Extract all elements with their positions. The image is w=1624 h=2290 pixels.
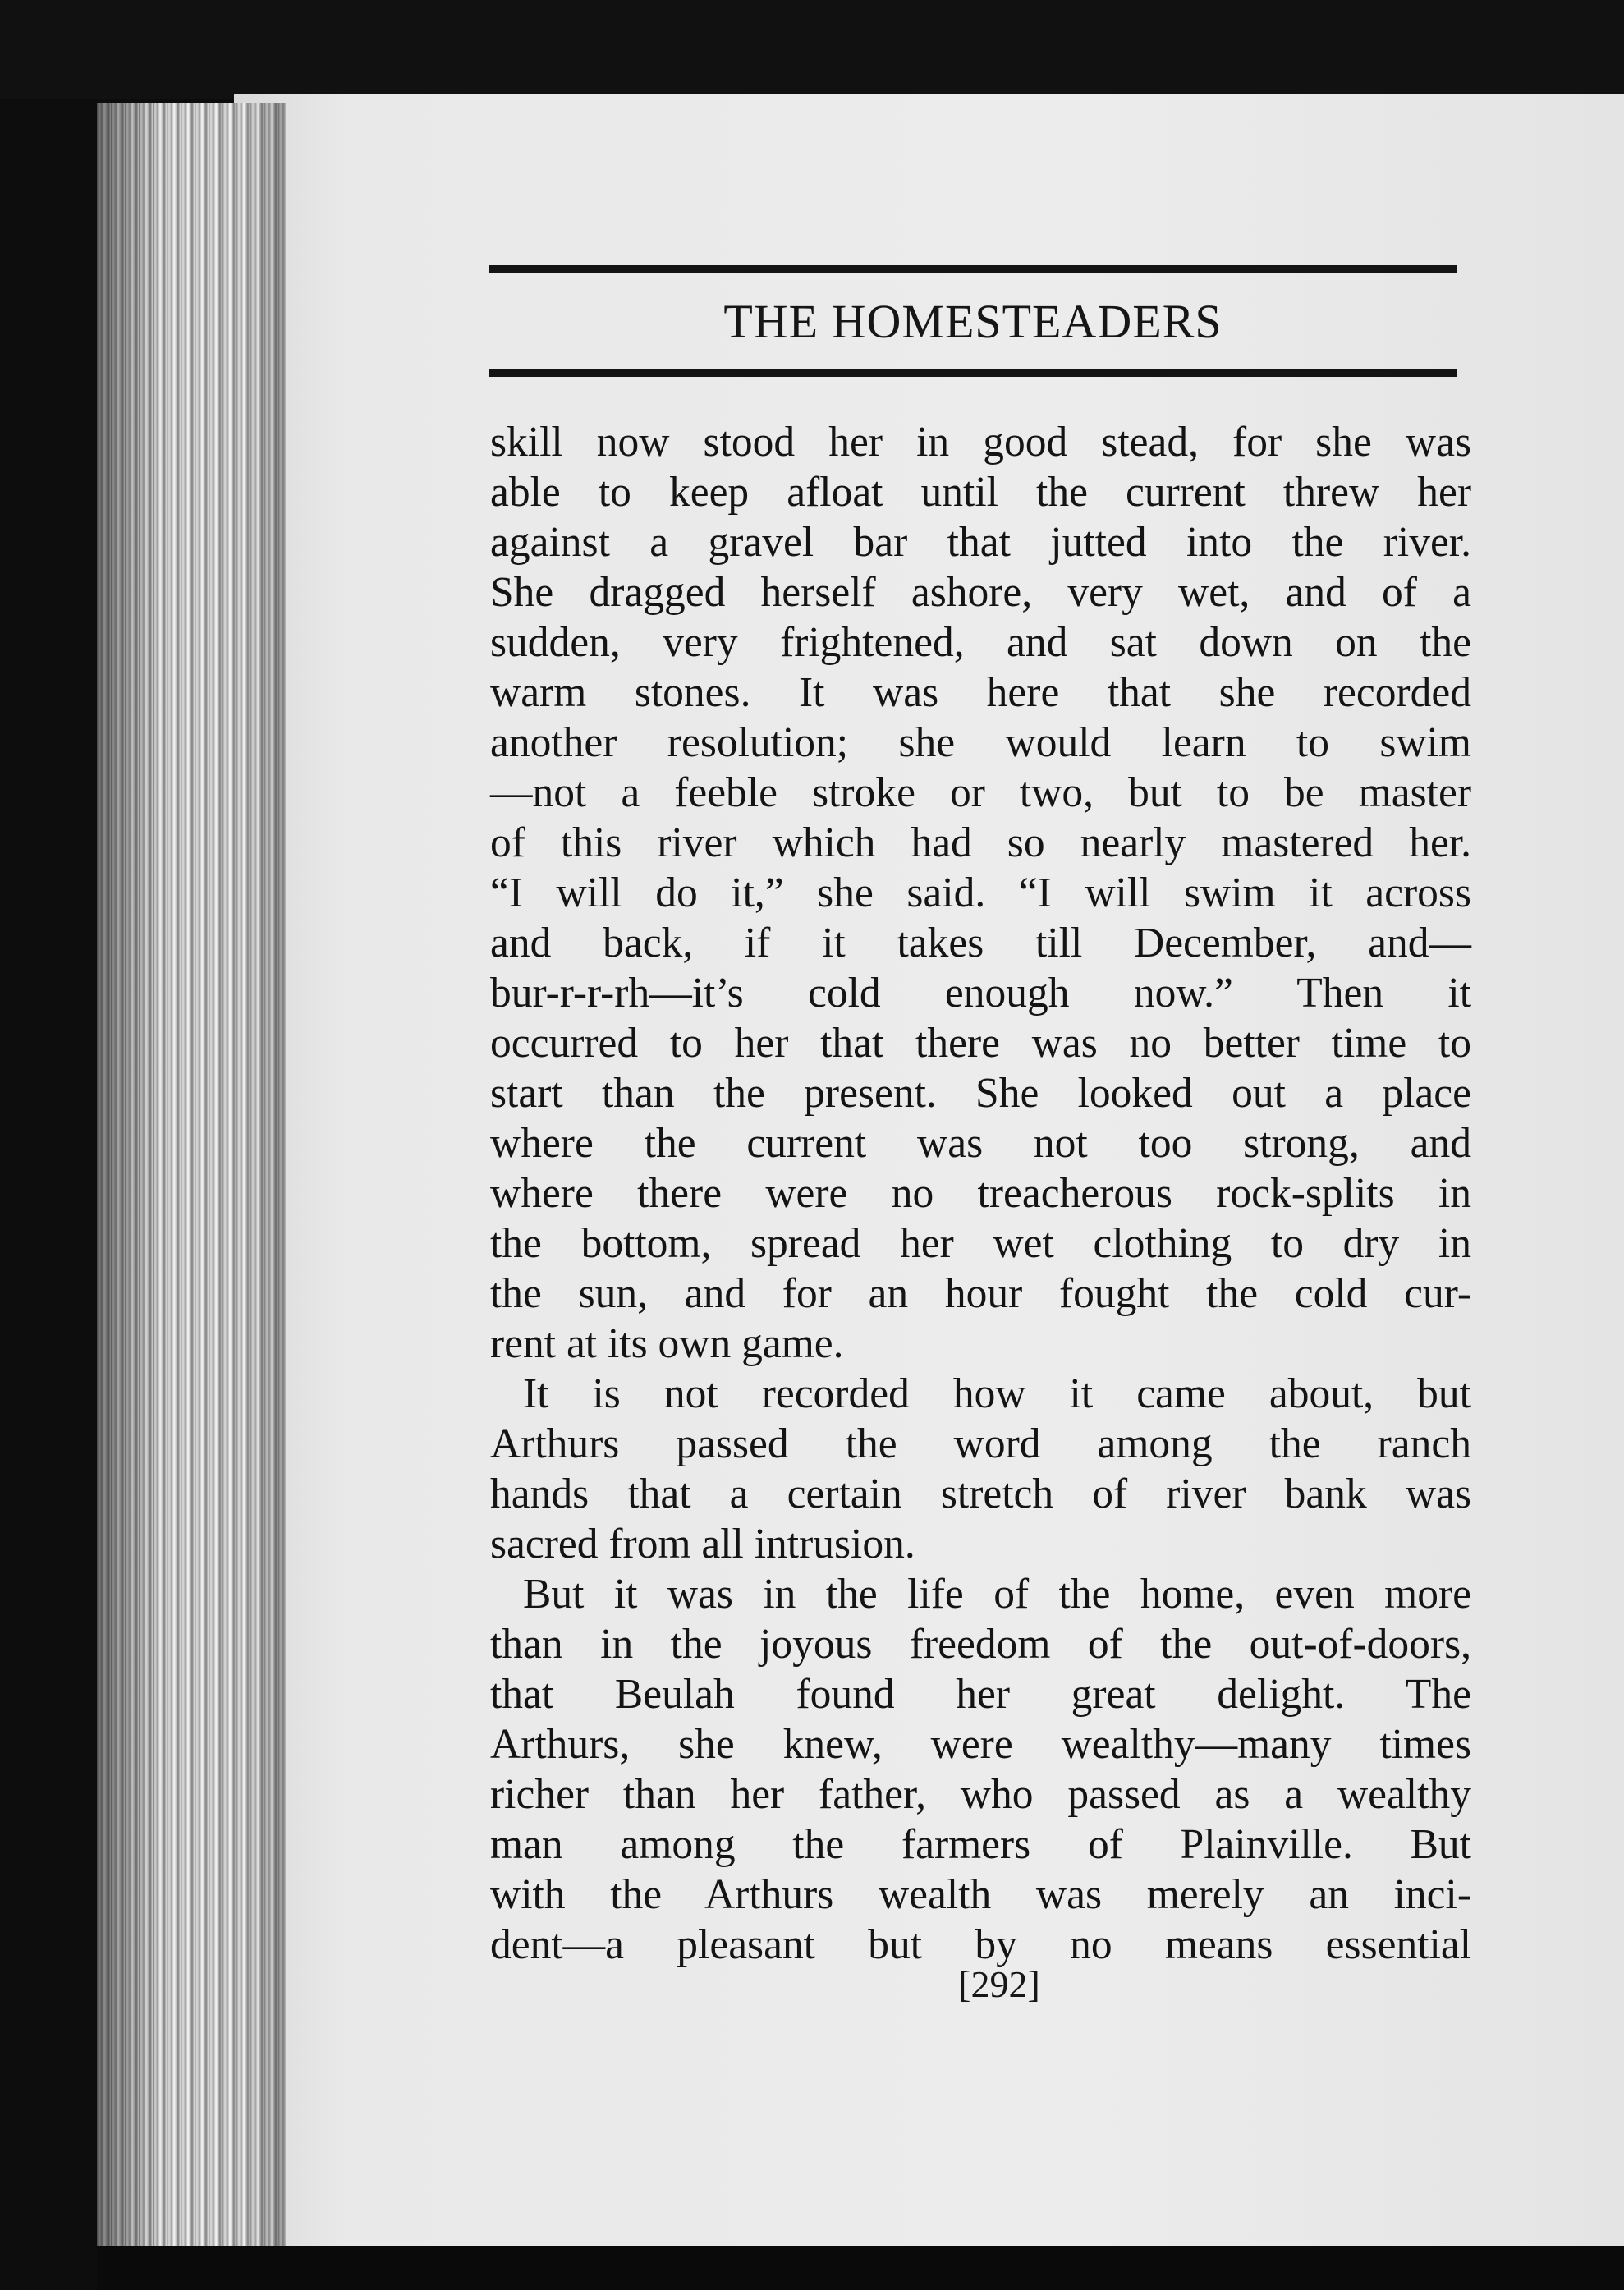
text-line: sacred from all intrusion. xyxy=(490,1521,915,1567)
page-number: [292] xyxy=(958,1963,1040,2005)
text-line: hands that a certain stretch of river bank was xyxy=(490,1471,1471,1517)
header-rule-top xyxy=(489,265,1457,273)
text-line: skill now stood her in good stead, for she was xyxy=(490,419,1471,466)
text-line: able to keep afloat until the current threw her xyxy=(490,469,1471,516)
text-line: —not a feeble stroke or two, but to be master xyxy=(490,769,1471,816)
text-line: man among the farmers of Plainville. But xyxy=(490,1821,1471,1868)
text-line: sudden, very frightened, and sat down on the xyxy=(490,619,1471,666)
text-line: where the current was not too strong, and xyxy=(490,1120,1471,1167)
text-line: another resolution; she would learn to swim xyxy=(490,719,1471,766)
text-line: start than the present. She looked out a place xyxy=(490,1070,1471,1117)
text-line: Arthurs, she knew, were wealthy—many times xyxy=(490,1721,1471,1768)
text-line: But it was in the life of the home, even more xyxy=(523,1571,1471,1618)
text-line: warm stones. It was here that she recorded xyxy=(490,669,1471,716)
text-line: She dragged herself ashore, very wet, and of a xyxy=(490,569,1471,616)
header-rule-bottom xyxy=(489,369,1457,377)
scanner-background-bottom xyxy=(97,2246,1624,2290)
text-line: where there were no treacherous rock-splits in xyxy=(490,1170,1471,1217)
text-line: that Beulah found her great delight. The xyxy=(490,1671,1471,1718)
text-line: of this river which had so nearly mastered her. xyxy=(490,819,1471,866)
text-line: bur-r-r-rh—it’s cold enough now.” Then it xyxy=(490,970,1471,1017)
text-line: the sun, and for an hour fought the cold cur- xyxy=(490,1270,1471,1317)
text-line: It is not recorded how it came about, but xyxy=(523,1370,1471,1417)
page-block-edge xyxy=(97,103,286,2246)
text-line: and back, if it takes till December, and— xyxy=(490,920,1471,966)
text-line: “I will do it,” she said. “I will swim it across xyxy=(490,870,1471,916)
text-line: Arthurs passed the word among the ranch xyxy=(490,1420,1471,1467)
text-line: than in the joyous freedom of the out-of-doors, xyxy=(490,1621,1471,1668)
text-line: the bottom, spread her wet clothing to dry in xyxy=(490,1220,1471,1267)
running-head: THE HOMESTEADERS xyxy=(723,295,1223,348)
text-line: richer than her father, who passed as a wealthy xyxy=(490,1771,1471,1818)
body-text xyxy=(490,417,1471,1970)
text-line: against a gravel bar that jutted into the river. xyxy=(490,519,1471,566)
scanner-background-top xyxy=(0,0,1624,99)
text-line: occurred to her that there was no better time to xyxy=(490,1020,1471,1067)
text-line: dent—a pleasant but by no means essential xyxy=(490,1921,1471,1968)
text-line: with the Arthurs wealth was merely an inci- xyxy=(490,1871,1471,1918)
text-line: rent at its own game. xyxy=(490,1320,844,1367)
